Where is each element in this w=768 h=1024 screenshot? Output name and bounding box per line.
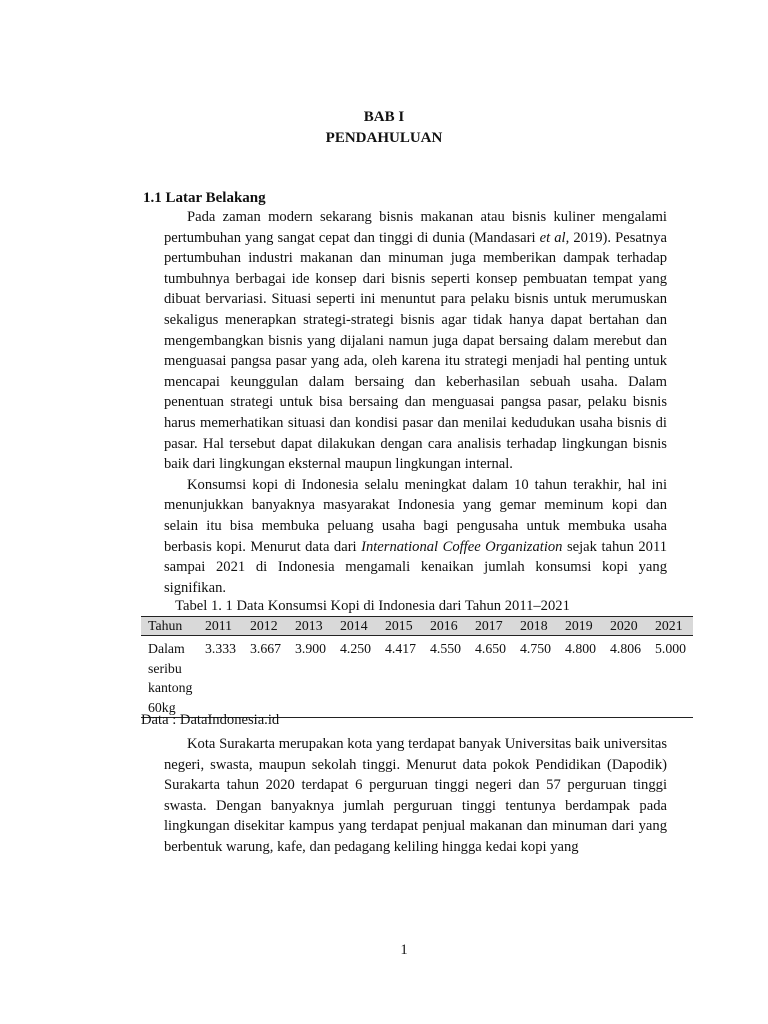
table-header-cell: 2013 (288, 617, 333, 636)
table-header-row (141, 617, 693, 636)
table-cell: 4.800 (558, 636, 603, 718)
table-cell: 3.667 (243, 636, 288, 718)
table-source: Data : DataIndonesia.id (141, 712, 280, 728)
table-cell: 4.250 (333, 636, 378, 718)
body-text-block-1 (164, 207, 667, 598)
body-text-block-2 (164, 734, 667, 858)
table-header-cell: 2018 (513, 617, 558, 636)
chapter-title: PENDAHULUAN (325, 130, 443, 146)
table-header-cell: 2017 (468, 617, 513, 636)
table-row (141, 636, 693, 718)
coffee-consumption-table (141, 616, 693, 718)
table-header-cell: 2019 (558, 617, 603, 636)
chapter-number: BAB I (363, 109, 405, 125)
paragraph-kota-surakarta: Kota Surakarta merupakan kota yang terdapat banyak Universitas baik universitas negeri, swasta, maupun sekolah tinggi. Menurut data pokok Pendidikan (Dapodik) Surakarta tahun 2020 terdapat 6 perguruan tinggi negeri dan 57 perguruan tinggi swasta. Dengan banyaknya jumlah perguruan tinggi tentunya berdampak pada lingkungan disekitar kampus yang terdapat penjual makanan dan minuman dari yang berbentuk warung, kafe, dan pedagang keliling hingga kedai kopi yang (164, 736, 667, 855)
table-header-cell: 2016 (423, 617, 468, 636)
row-label-cell: Dalam seribu kantong 60kg (141, 636, 198, 718)
page-number: 1 (400, 942, 408, 958)
table-cell: 3.333 (198, 636, 243, 718)
table-cell: 3.900 (288, 636, 333, 718)
table-header-cell: 2012 (243, 617, 288, 636)
table-cell: 4.806 (603, 636, 648, 718)
table-cell: 5.000 (648, 636, 693, 718)
paragraph-latar-belakang: Pada zaman modern sekarang bisnis makanan atau bisnis kuliner mengalami pertumbuhan yang sangat cepat dan tinggi di dunia (Mandasari et al, 2019). Pesatnya pertumbuhan industri makanan dan minuman juga memberikan dampak terhadap tumbuhnya berbagai ide konsep dari bisnis seperti konsep pembuatan tempat yang dibuat bervariasi. Situasi seperti ini menuntut para pelaku bisnis untuk merumuskan sekaligus menerapkan strategi-strategi bisnis agar tidak hanya dapat bertahan dan mengembangkan bisnis yang dijalani namun juga dapat bersaing dalam merebut dan menguasai pangsa pasar yang ada, oleh karena itu strategi menjadi hal penting untuk mencapai keunggulan dalam bersaing dan keberhasilan sebuah usaha. Dalam penentuan strategi untuk bisa bersaing dan menguasai pangsa pasar, pelaku bisnis harus memerhatikan situasi dan kondisi pasar dan menilai kedudukan usaha bisnis di pasar. Hal tersebut dapat dilakukan dengan cara analisis terhadap lingkungan bisnis baik dari lingkungan eksternal maupun lingkungan internal. (164, 209, 667, 473)
table-header-cell: 2015 (378, 617, 423, 636)
table-header-cell: 2021 (648, 617, 693, 636)
table-header-cell: Tahun (141, 617, 198, 636)
table-caption: Tabel 1. 1 Data Konsumsi Kopi di Indonesia dari Tahun 2011–2021 (175, 598, 570, 614)
table-header-cell: 2011 (198, 617, 243, 636)
table-cell: 4.417 (378, 636, 423, 718)
table-header-cell: 2014 (333, 617, 378, 636)
table-cell: 4.650 (468, 636, 513, 718)
section-heading: 1.1 Latar Belakang (143, 190, 266, 206)
table-cell: 4.550 (423, 636, 468, 718)
paragraph-konsumsi-kopi: Konsumsi kopi di Indonesia selalu meningkat dalam 10 tahun terakhir, hal ini menunjukkan banyaknya masyarakat Indonesia yang gemar meminum kopi dan selain itu bisa membuka peluang usaha bagi pengusaha untuk membuka usaha berbasis kopi. Menurut data dari International Coffee Organization sejak tahun 2011 sampai 2021 di Indonesia mengamali kenaikan jumlah konsumsi kopi yang signifikan. (164, 476, 667, 596)
table-header-cell: 2020 (603, 617, 648, 636)
table-cell: 4.750 (513, 636, 558, 718)
